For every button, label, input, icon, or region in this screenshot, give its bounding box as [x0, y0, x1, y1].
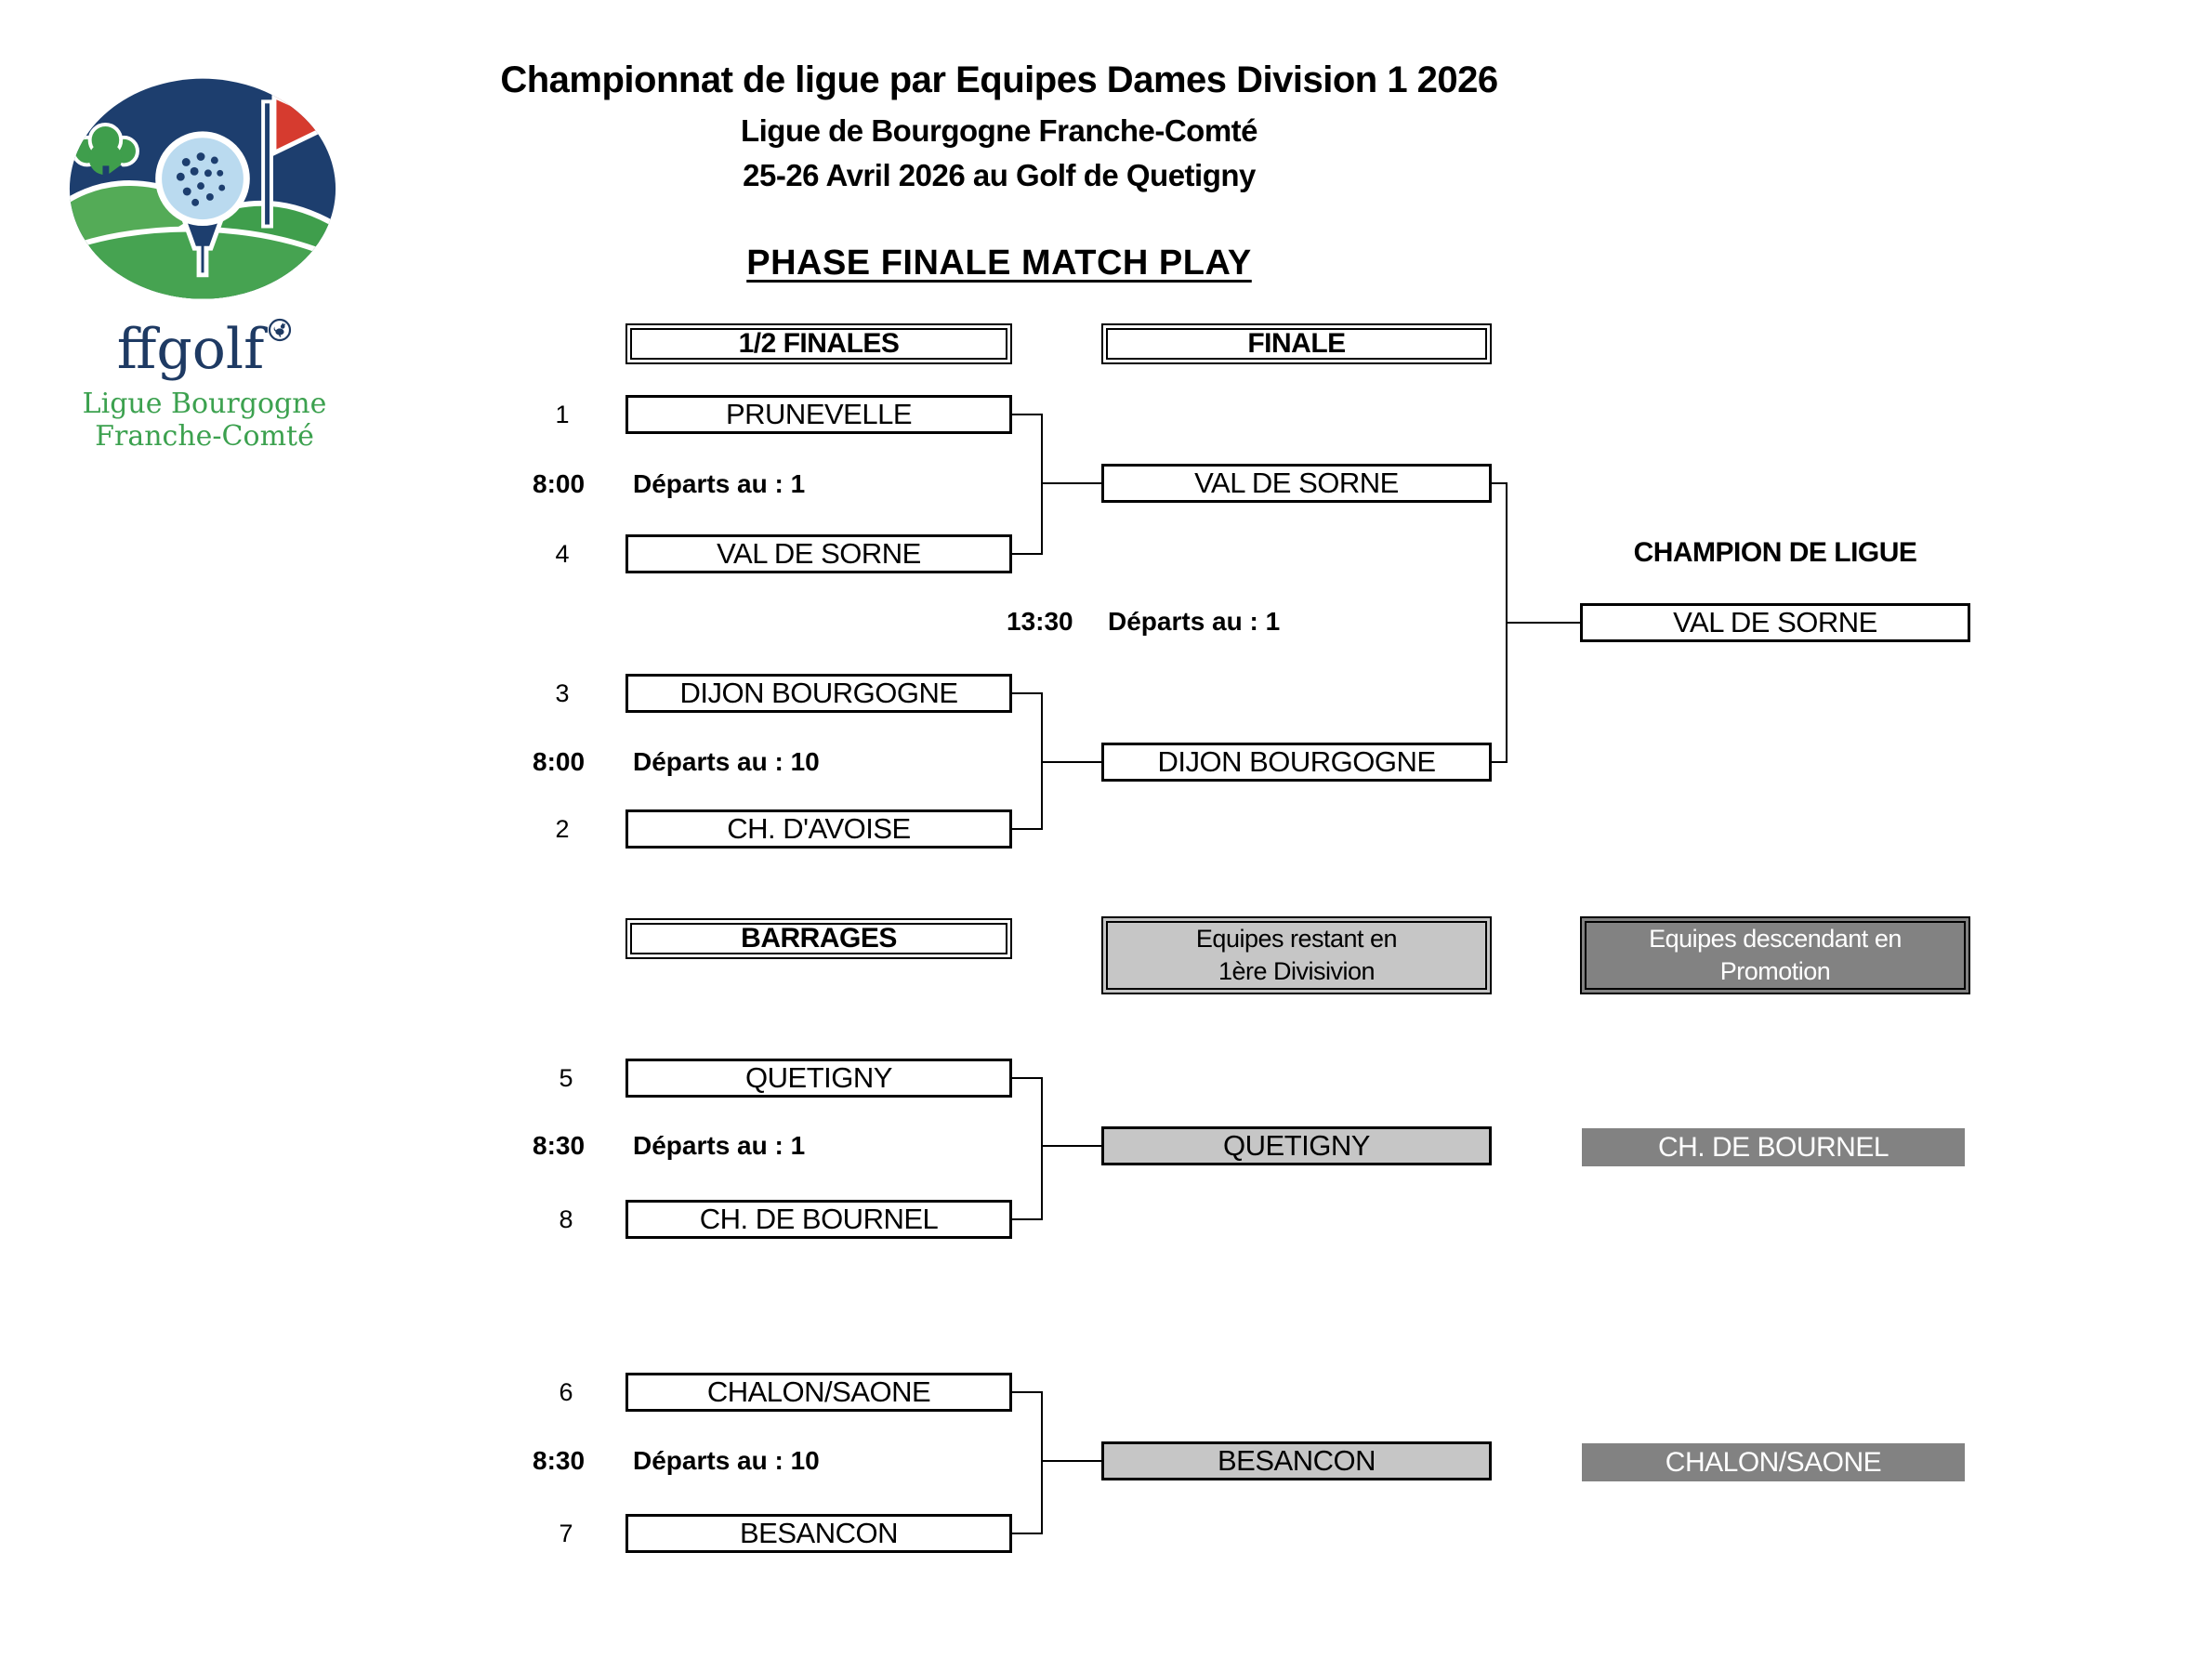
- sf2-time: 8:00: [533, 747, 586, 776]
- legend-stay-line1: Equipes restant en: [1195, 924, 1398, 953]
- final-box-valdesorne: VAL DE SORNE: [1101, 464, 1492, 503]
- page-subtitle-date: 25-26 Avril 2026 au Golf de Quetigny: [743, 158, 1256, 192]
- stay-box-besancon: BESANCON: [1101, 1441, 1492, 1480]
- seed-8: 8: [559, 1205, 573, 1233]
- league-name-line2: Franche-Comté: [95, 419, 314, 453]
- league-name: [37, 388, 372, 454]
- team-box-dijon: DIJON BOURGOGNE: [625, 674, 1012, 713]
- seed-3: 3: [555, 679, 570, 707]
- team-box-chdebournel: CH. DE BOURNEL: [625, 1200, 1012, 1239]
- sf2-departs: Départs au : 10: [633, 747, 820, 776]
- bracket-line: [1041, 1077, 1043, 1220]
- b1-time: 8:30: [533, 1131, 586, 1160]
- team-box-chdavoise: CH. D'AVOISE: [625, 809, 1012, 849]
- bracket-line: [1041, 1145, 1101, 1147]
- seed-7: 7: [559, 1520, 573, 1547]
- team-box-besancon: BESANCON: [625, 1514, 1012, 1553]
- ffgolf-wordmark: ffgolf: [116, 317, 265, 382]
- b1-departs: Départs au : 1: [633, 1131, 806, 1160]
- ffgolf-wordmark-row: [56, 317, 353, 382]
- bracket-line: [1012, 553, 1043, 555]
- team-box-valdesorne-sf: VAL DE SORNE: [625, 534, 1012, 573]
- bracket-line: [1041, 1460, 1101, 1462]
- legend-stay-box: [1101, 916, 1492, 994]
- stay-box-quetigny: QUETIGNY: [1101, 1126, 1492, 1165]
- champion-label: CHAMPION DE LIGUE: [1633, 537, 1917, 568]
- final-time: 13:30: [1007, 607, 1073, 636]
- team-box-chalon: CHALON/SAONE: [625, 1373, 1012, 1412]
- bracket-line: [1041, 1391, 1043, 1534]
- bracket-line: [1012, 1218, 1043, 1220]
- final-header-label: FINALE: [1106, 328, 1487, 360]
- section-title: PHASE FINALE MATCH PLAY: [746, 243, 1252, 283]
- legend-stay-line2: 1ère Divisivion: [1218, 957, 1376, 985]
- sf1-time: 8:00: [533, 469, 586, 498]
- page-title: Championnat de ligue par Equipes Dames Division 1 2026: [500, 59, 1498, 100]
- rooster-icon: [268, 318, 292, 342]
- final-departs: Départs au : 1: [1108, 607, 1281, 636]
- bracket-line: [1041, 414, 1043, 555]
- bracket-line: [1012, 1533, 1043, 1534]
- champion-box: VAL DE SORNE: [1580, 603, 1970, 642]
- b2-departs: Départs au : 10: [633, 1446, 820, 1475]
- bracket-line: [1012, 414, 1043, 415]
- down-box-chalon: CHALON/SAONE: [1582, 1443, 1965, 1481]
- final-box-dijon: DIJON BOURGOGNE: [1101, 743, 1492, 782]
- seed-1: 1: [555, 401, 570, 428]
- bracket-line: [1041, 482, 1101, 484]
- bracket-line: [1492, 761, 1508, 763]
- bracket-line: [1012, 1077, 1043, 1079]
- bracket-line: [1012, 828, 1043, 830]
- bracket-line: [1012, 692, 1043, 694]
- semifinals-header-label: 1/2 FINALES: [630, 328, 1007, 360]
- ffgolf-emblem: [65, 76, 340, 310]
- legend-down-box: [1580, 916, 1970, 994]
- semifinals-header-box: [625, 323, 1012, 364]
- final-header-box: [1101, 323, 1492, 364]
- page-subtitle-league: Ligue de Bourgogne Franche-Comté: [740, 113, 1258, 148]
- down-box-chdebournel: CH. DE BOURNEL: [1582, 1128, 1965, 1166]
- legend-down-line2: Promotion: [1719, 957, 1831, 985]
- sf1-departs: Départs au : 1: [633, 469, 806, 498]
- seed-6: 6: [559, 1378, 573, 1406]
- bracket-line: [1506, 622, 1580, 624]
- b2-time: 8:30: [533, 1446, 586, 1475]
- bracket-line: [1012, 1391, 1043, 1393]
- barrages-header-label: BARRAGES: [630, 923, 1007, 954]
- legend-down-line1: Equipes descendant en: [1649, 924, 1902, 953]
- bracket-line: [1041, 761, 1101, 763]
- barrages-header-box: [625, 918, 1012, 959]
- seed-5: 5: [559, 1064, 573, 1092]
- team-box-quetigny: QUETIGNY: [625, 1059, 1012, 1098]
- team-box-prunevelle: PRUNEVELLE: [625, 395, 1012, 434]
- league-name-line1: Ligue Bourgogne: [82, 388, 327, 420]
- seed-4: 4: [555, 540, 570, 568]
- seed-2: 2: [555, 815, 570, 843]
